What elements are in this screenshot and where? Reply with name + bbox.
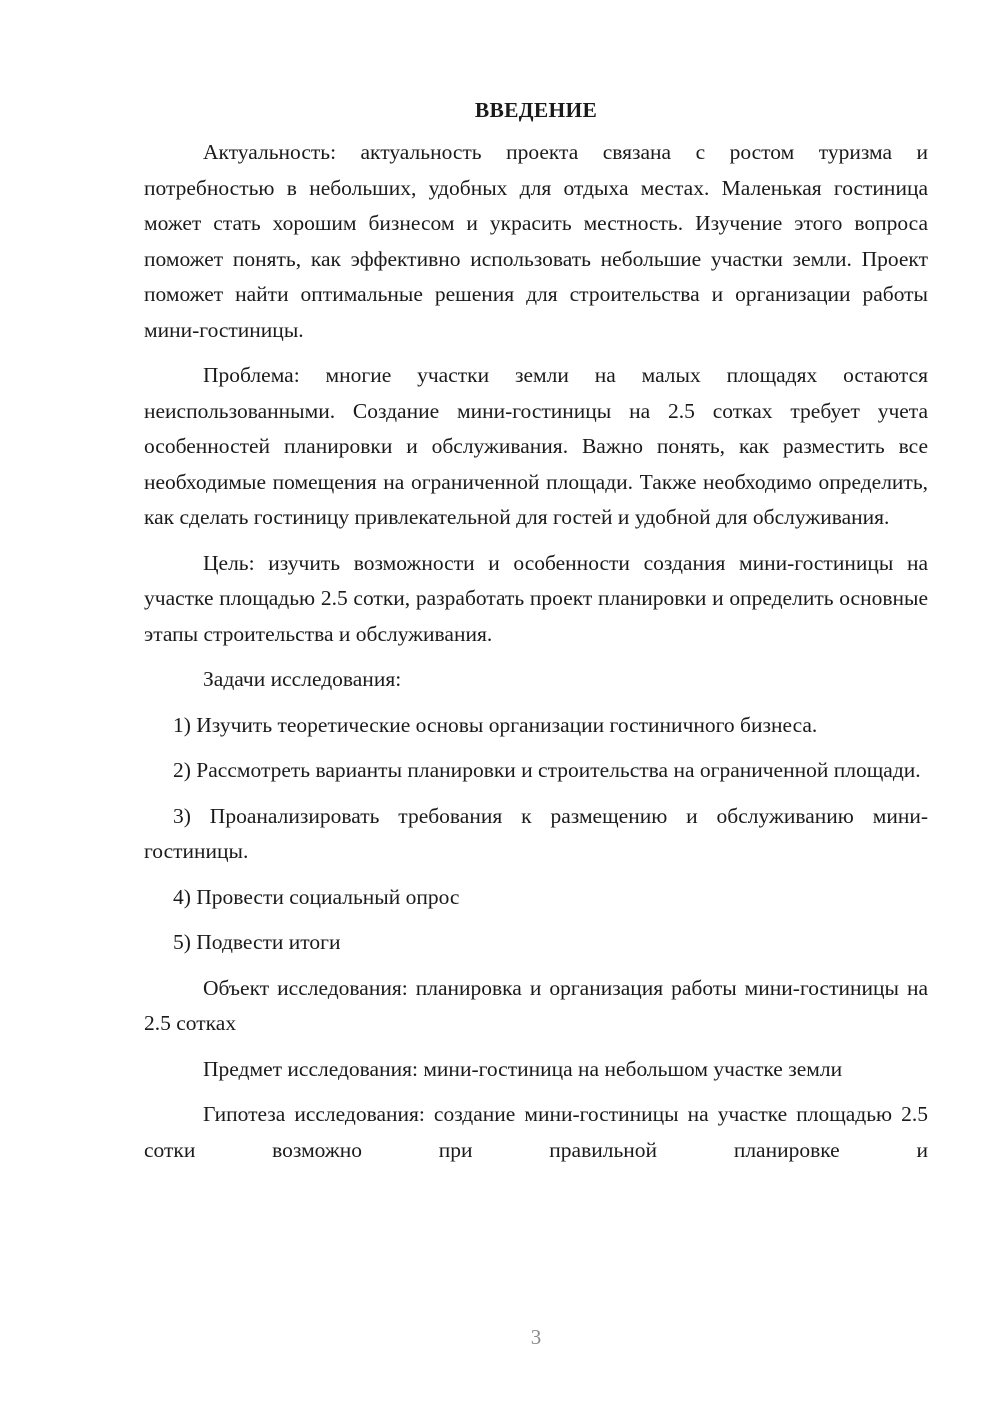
subject-paragraph: Предмет исследования: мини-гостиница на небольшом участке земли bbox=[203, 1056, 843, 1081]
task-item-2: 2) Рассмотреть варианты планировки и строительства на ограниченной площади. bbox=[173, 758, 921, 782]
task-item-4: 4) Провести социальный опрос bbox=[173, 884, 460, 909]
hypothesis-paragraph: Гипотеза исследования: создание мини-гостиницы на участке площадью 2.5 сотки возможно при правильной планировке и bbox=[144, 1102, 928, 1162]
task-item-3: 3) Проанализировать требования к размещению и обслуживанию мини-гостиницы. bbox=[144, 803, 928, 863]
problem-paragraph: Проблема: многие участки земли на малых площадях остаются неиспользованными. Создание мини-гостиницы на 2.5 сотках требует учета особенностей планировки и обслуживания. Важно понять, как разместить все необходимые помещения на ограниченной площади. Также необходимо определить, как сделать гостиницу привлекательной для гостей и удобной для обслуживания. bbox=[144, 363, 928, 529]
page-title: ВВЕДЕНИЕ bbox=[474, 98, 598, 122]
task-item-1: 1) Изучить теоретические основы организации гостиничного бизнеса. bbox=[173, 712, 818, 737]
task-item-5: 5) Подвести итоги bbox=[173, 930, 341, 954]
page-number: 3 bbox=[530, 1325, 542, 1349]
document-page bbox=[144, 90, 928, 1178]
object-paragraph: Объект исследования: планировка и организация работы мини-гостиницы на 2.5 сотках bbox=[144, 975, 928, 1035]
tasks-heading: Задачи исследования: bbox=[203, 667, 402, 691]
goal-paragraph: Цель: изучить возможности и особенности создания мини-гостиницы на участке площадью 2.5 сотки, разработать проект планировки и определить основные этапы строительства и обслуживания. bbox=[144, 550, 928, 646]
relevance-paragraph: Актуальность: актуальность проекта связана с ростом туризма и потребностью в небольших, удобных для отдыха местах. Маленькая гостиница может стать хорошим бизнесом и украсить местность. Изучение этого вопроса поможет понять, как эффективно использовать небольшие участки земли. Проект поможет найти оптимальные решения для строительства и организации работы мини-гостиницы. bbox=[144, 140, 928, 342]
